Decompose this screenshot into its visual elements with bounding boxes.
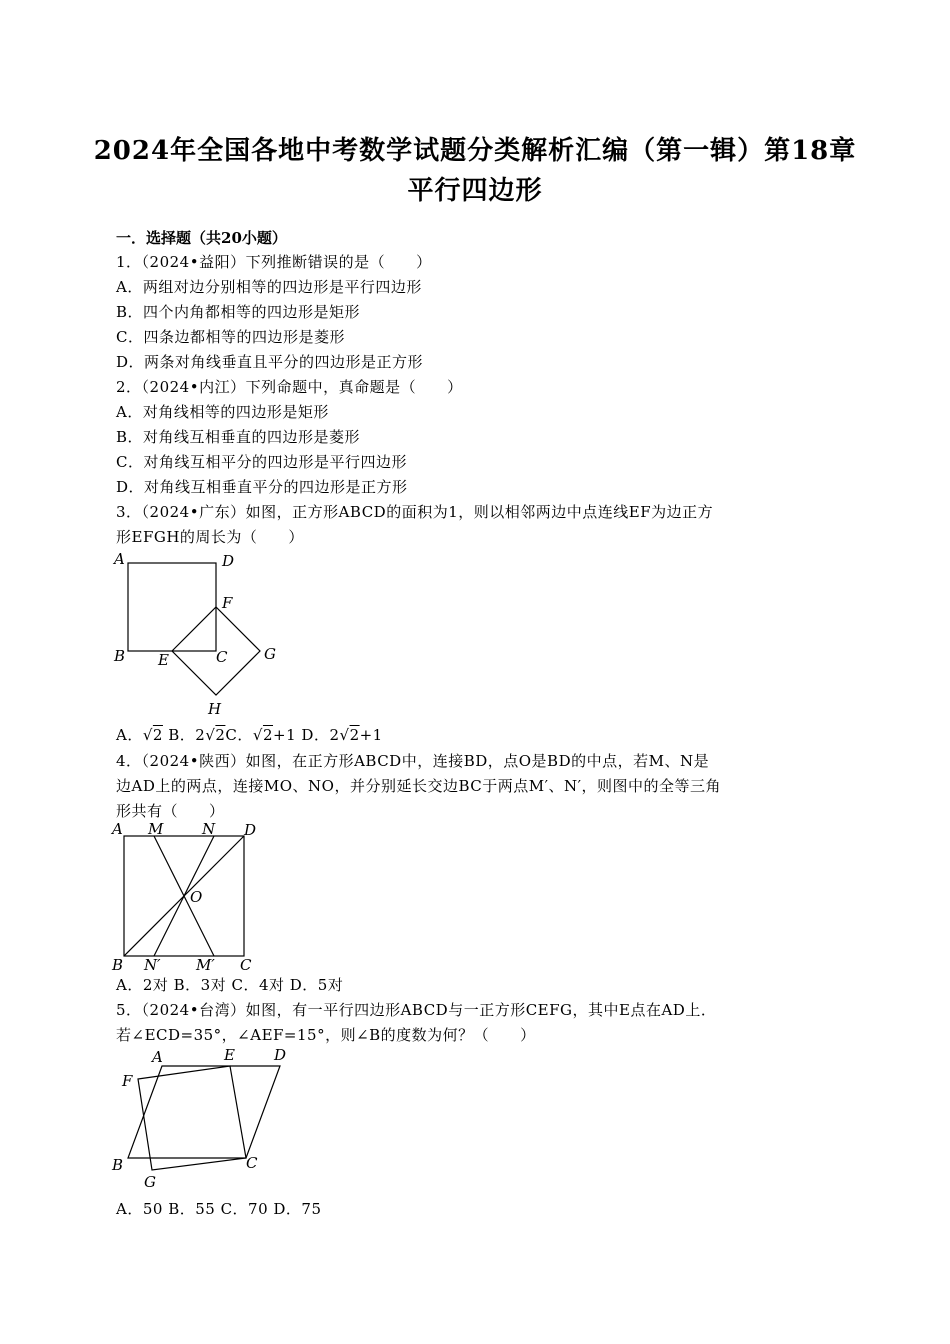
q4-label-a: A: [112, 820, 123, 838]
q4-label-m: M: [148, 820, 164, 838]
q3-label-a: A: [114, 550, 125, 568]
q3-stem-line1: 3．（2024•广东）如图，正方形ABCD的面积为1，则以相邻两边中点连线EF为边正方: [116, 503, 714, 521]
q4-label-c: C: [240, 956, 252, 973]
sqrt-icon: √: [142, 726, 153, 744]
q3-options: [116, 724, 383, 745]
q5-label-e: E: [224, 1046, 235, 1064]
q4-stem-line1: 4．（2024•陕西）如图，在正方形ABCD中，连接BD，点O是BD的中点，若M、N是: [116, 752, 710, 770]
q3-option-a-root: 2: [152, 726, 163, 744]
q3-label-h: H: [208, 700, 222, 718]
q3-figure: [108, 548, 298, 720]
q5-stem-line2: 若∠ECD=35°，∠AEF=15°，则∠B的度数为何？（ ）: [116, 1026, 536, 1044]
q3-option-d-root: 2: [349, 726, 360, 744]
q3-label-c: C: [216, 648, 228, 666]
q2-option-b: B．对角线互相垂直的四边形是菱形: [116, 428, 361, 446]
q1-option-c: C．四条边都相等的四边形是菱形: [116, 328, 345, 346]
q3-option-b-prefix: B．2: [168, 726, 206, 744]
q5-label-a: A: [152, 1048, 163, 1066]
q3-square-abcd: [128, 563, 216, 651]
q1-option-b: B．四个内角都相等的四边形是矩形: [116, 303, 361, 321]
q5-parallelogram-abcd: [128, 1066, 280, 1158]
q5-label-b: B: [112, 1156, 124, 1174]
q4-label-m-prime: M′: [196, 956, 215, 973]
sqrt-icon: √: [339, 726, 350, 744]
q5-stem-line1: 5．（2024•台湾）如图，有一平行四边形ABCD与一正方形CEFG，其中E点在AD上．: [116, 1001, 717, 1019]
q4-label-d: D: [244, 821, 257, 839]
q5-square-cefg: [138, 1066, 246, 1170]
q3-option-b-root: 2: [215, 726, 226, 744]
q4-label-n: N: [202, 820, 216, 838]
section-heading: 一．选择题（共20小题）: [116, 229, 287, 247]
q1-option-d: D．两条对角线垂直且平分的四边形是正方形: [116, 353, 424, 371]
q3-option-c-suffix: +1: [273, 726, 297, 744]
q3-option-c-prefix: C．: [225, 726, 253, 744]
q3-label-f: F: [222, 594, 233, 612]
q4-label-b: B: [112, 956, 124, 973]
q3-option-d-prefix: D．2: [301, 726, 340, 744]
q2-option-a: A．对角线相等的四边形是矩形: [116, 403, 329, 421]
q3-option-d-suffix: +1: [359, 726, 383, 744]
q4-label-n-prime: N′: [144, 956, 161, 973]
q4-label-o: O: [190, 888, 203, 906]
q3-label-e: E: [158, 651, 169, 669]
q5-figure: [108, 1046, 308, 1191]
document-title-line2: 平行四边形: [407, 176, 543, 206]
q3-stem-line2: 形EFGH的周长为（ ）: [116, 528, 304, 546]
q5-label-g: G: [144, 1173, 156, 1191]
q5-label-f: F: [122, 1072, 133, 1090]
q4-stem-line3: 形共有（ ）: [116, 802, 225, 820]
q4-stem-line2: 边AD上的两点，连接MO、NO，并分别延长交边BC于两点M′、N′，则图中的全等三角: [116, 777, 722, 795]
sqrt-icon: √: [205, 726, 216, 744]
sqrt-icon: √: [252, 726, 263, 744]
q2-stem: 2．（2024•内江）下列命题中，真命题是（ ）: [116, 378, 463, 396]
q3-option-a-prefix: A．: [116, 726, 143, 744]
q3-label-d: D: [222, 552, 235, 570]
q1-stem: 1．（2024•益阳）下列推断错误的是（ ）: [116, 253, 432, 271]
q4-options: A．2对 B．3对 C．4对 D．5对: [116, 976, 344, 994]
q1-option-a: A．两组对边分别相等的四边形是平行四边形: [116, 278, 422, 296]
q5-label-c: C: [246, 1154, 258, 1172]
q5-label-d: D: [274, 1046, 287, 1064]
q3-option-c-root: 2: [262, 726, 274, 744]
q3-label-g: G: [264, 645, 276, 663]
q2-option-d: D．对角线互相垂直平分的四边形是正方形: [116, 478, 408, 496]
q4-figure: [108, 818, 278, 973]
q3-label-b: B: [114, 647, 126, 665]
q5-options: A．50 B．55 C．70 D．75: [116, 1200, 322, 1218]
document-title-line1: 2024年全国各地中考数学试题分类解析汇编（第一辑）第18章: [93, 136, 857, 166]
q2-option-c: C．对角线互相平分的四边形是平行四边形: [116, 453, 407, 471]
